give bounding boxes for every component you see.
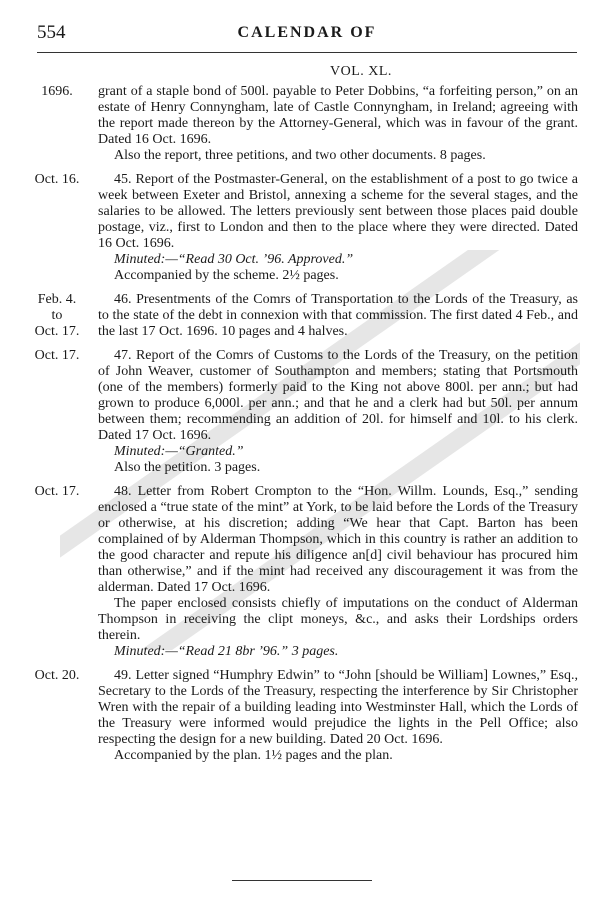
entry-body: [98, 84, 578, 164]
calendar-entry: [0, 172, 606, 284]
calendar-entry: [0, 292, 606, 340]
entry-date-line: Oct. 17.: [34, 484, 80, 499]
entry-paragraph: Accompanied by the plan. 1½ pages and the plan.: [114, 748, 393, 763]
entry-body: [98, 484, 578, 660]
entry-body: [98, 292, 578, 340]
entry-date-line: Oct. 17.: [34, 324, 80, 339]
entry-date: [28, 484, 86, 500]
entry-paragraph: grant of a staple bond of 500l. payable to Peter Dobbins, “a forfeiting person,” on an estate of Henry Connyngham, late of Castle Connyngham, in Ireland; agreeing with the report made thereon by the Attorney-General, which was in favour of the grant. Dated 16 Oct. 1696.: [98, 84, 578, 147]
entry-body: [98, 172, 578, 284]
entry-paragraph: 46. Presentments of the Comrs of Transportation to the Lords of the Treasury, as to the state of the debt in connexion with that commission. The first dated 4 Feb., and the last 17 Oct. 1696. 10 pages and 4 halves.: [98, 292, 578, 339]
entry-paragraph: Minuted:—“Read 21 8br ’96.” 3 pages.: [114, 644, 339, 659]
entry-date: [28, 172, 86, 188]
entry-paragraph: The paper enclosed consists chiefly of imputations on the conduct of Alderman Thompson in receiving the clipt moneys, &c., and asks their Lordships orders therein.: [98, 596, 578, 643]
entry-date: [28, 292, 86, 340]
entry-paragraph: 49. Letter signed “Humphry Edwin” to “John [should be William] Lownes,” Esq., Secretary to the Lords of the Treasury, respecting the interference by Sir Christopher Wren with the repair of a building leading into Westminster Hall, which the Lords of the Treasury were informed would prejudice the lights in the Pell Office; also respecting the design for a new building. Dated 20 Oct. 1696.: [98, 668, 578, 747]
entry-paragraph: Also the petition. 3 pages.: [114, 460, 261, 475]
calendar-entry: [0, 484, 606, 660]
page-header: [37, 22, 577, 46]
entry-date: [28, 348, 86, 364]
entry-paragraph: Minuted:—“Read 30 Oct. ’96. Approved.”: [114, 252, 354, 267]
entry-body: [98, 348, 578, 476]
entry-paragraph: 47. Report of the Comrs of Customs to the Lords of the Treasury, on the petition of John Weaver, customer of Southampton and members; stating that Portsmouth (one of the members) formerly paid to the King not above 800l. per ann.; but had grown to produce 6,000l. per ann.; and that he and a clerk had but 50l. per annum between them; recommending an addition of 20l. for himself and 10l. to his clerk. Dated 17 Oct. 1696.: [98, 348, 578, 443]
entry-date-line: Oct. 16.: [34, 172, 80, 187]
entry-date-line: to: [51, 308, 63, 323]
calendar-entries: [0, 84, 606, 772]
running-title: CALENDAR OF: [237, 24, 377, 41]
entry-date-line: 1696.: [41, 84, 73, 99]
entry-date: [28, 84, 86, 100]
entry-paragraph: Accompanied by the scheme. 2½ pages.: [114, 268, 339, 283]
entry-date-line: Oct. 17.: [34, 348, 80, 363]
entry-date: [28, 668, 86, 684]
entry-body: [98, 668, 578, 764]
calendar-entry: [0, 84, 606, 164]
entry-paragraph: 48. Letter from Robert Crompton to the “Hon. Willm. Lounds, Esq.,” sending enclosed a “true state of the mint” at York, to be laid before the Lords of the Treasury or otherwise, at his discretion; adding “We hear that Capt. Barton has been complained of by Alderman Thompson, which in this country is rather an addition to the good character and repute his diligence an[d] civil behaviour has procured him than otherwise,” and if the mint had received any discouragement it was from the alderman. Dated 17 Oct. 1696.: [98, 484, 578, 595]
entry-paragraph: Minuted:—“Granted.”: [114, 444, 244, 459]
volume-label: VOL. XL.: [330, 64, 392, 79]
entry-date-line: Feb. 4.: [37, 292, 77, 307]
calendar-entry: [0, 348, 606, 476]
entry-paragraph: Also the report, three petitions, and two other documents. 8 pages.: [114, 148, 486, 163]
page-number: 554: [37, 22, 66, 43]
footer-divider: [232, 880, 372, 881]
calendar-entry: [0, 668, 606, 764]
header-divider: [37, 52, 577, 53]
entry-date-line: Oct. 20.: [34, 668, 80, 683]
entry-paragraph: 45. Report of the Postmaster-General, on the establishment of a post to go twice a week between Exeter and Bristol, annexing a scheme for the several stages, and the salaries to be allowed. The letters previously sent between those places paid double postage, viz., first to London and then to the place where they were directed. Dated 16 Oct. 1696.: [98, 172, 578, 251]
